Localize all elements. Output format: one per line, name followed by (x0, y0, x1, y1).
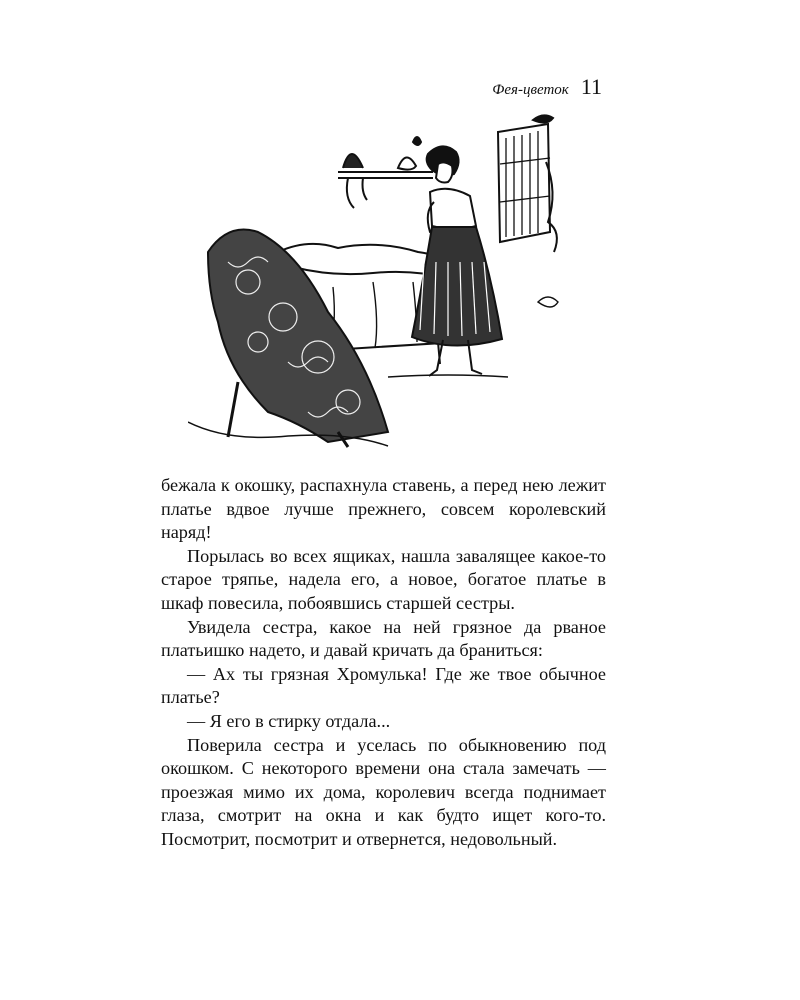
girl-figure-icon (412, 146, 502, 376)
paragraph: бежала к окошку, распахнула ставень, а перед нею лежит платье вдвое лучше прежнего, совсем королевский наряд! (161, 475, 606, 543)
shelf-icon (338, 137, 433, 208)
illustration-girl-in-room (188, 102, 588, 458)
running-title: Фея-цветок (492, 82, 569, 98)
paragraph: Увидела сестра, какое на ней грязное да рваное платьишко надето, и давай кричать да браниться: (161, 616, 606, 661)
paragraph: Поверила сестра и уселась по обыкновению под окошком. С некоторого времени она стала замечать — проезжая мимо их дома, королевич всегда поднимает глаза, смотрит на окна и как будто ищет кого-то. Посмотрит, посмотрит и отвернется, недовольный. (161, 734, 606, 849)
page-number: 11 (580, 74, 602, 99)
page-header (492, 74, 602, 100)
dialogue-line: — Я его в стирку отдала... (187, 710, 391, 731)
door-icon (498, 115, 557, 252)
dialogue-line: — Ах ты грязная Хромулька! Где же твое обычное платье? (161, 663, 606, 708)
paragraph: Порылась во всех ящиках, нашла завалящее какое-то старое тряпье, надела его, а новое, богатое платье в шкаф повесила, побоявшись старшей сестры. (161, 545, 606, 613)
body-text (161, 474, 606, 852)
